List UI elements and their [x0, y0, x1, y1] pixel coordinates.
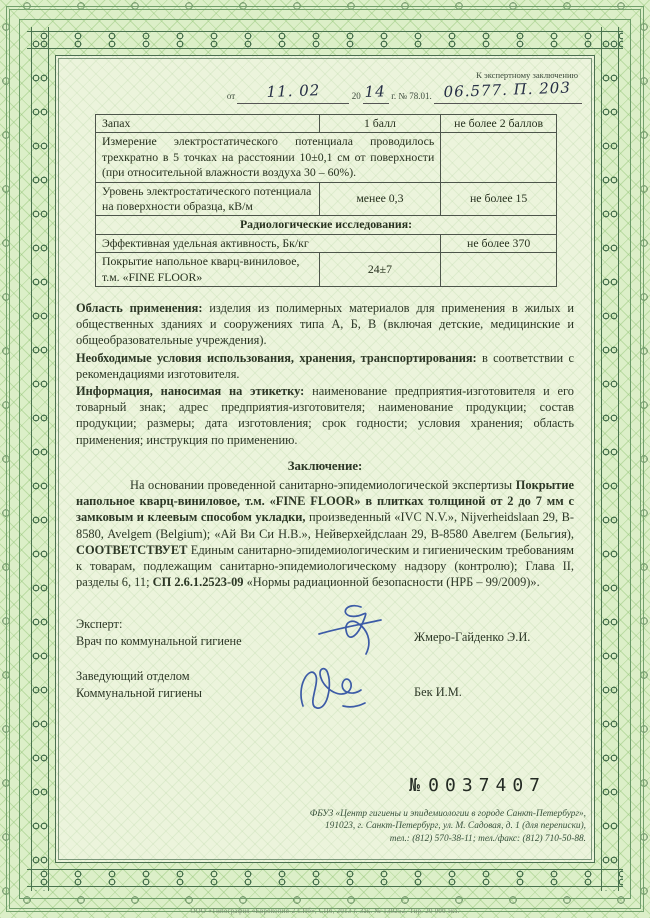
bottom-group [76, 774, 586, 850]
number-sign: № [409, 774, 421, 796]
signature-area [304, 668, 414, 716]
date-middle-label: г. № 78.01. [391, 91, 432, 101]
document-content [58, 58, 592, 860]
result-cell: менее 0,3 [319, 182, 441, 216]
handwritten-year: 14 [364, 82, 387, 102]
table-row-odor [96, 115, 557, 133]
conclusion-text: На основании проведенной санитарно-эпидемиологической экспертизы [130, 477, 516, 492]
measurement-note-cell: Измерение электростатического потенциала проводилось трехкратно в 5 точках на расстоянии 10±0,1 см от поверхности (при относительной влажности воздуха 30 – 60%). [96, 133, 441, 182]
signature-block-expert [76, 616, 574, 662]
product-name-bold: Покрытие напольное кварц-виниловое, т.м. «FINE FLOOR» в плитках толщиной от 2 до 7 мм с замковым и клеевым способом укладки, [76, 477, 574, 525]
conditions-label: Необходимые условия использования, хранения, транспортирования: [76, 350, 477, 365]
norm-cell: не более 15 [441, 182, 557, 216]
norm-cell: не более 2 баллов [441, 115, 557, 133]
norm-cell: не более 370 [441, 234, 557, 252]
reference-note: К экспертному заключению [476, 70, 578, 80]
date-line [226, 78, 582, 104]
issuer-name-line: ФБУЗ «Центр гигиены и эпидемиологии в городе Санкт-Петербург», [309, 808, 586, 819]
issuer-phone-line: тел.: (812) 570-38-11; тел./факс: (812) 710-50-88. [389, 834, 586, 845]
result-cell: 24±7 [319, 253, 441, 287]
parameter-cell: Запах [96, 115, 320, 133]
date-blank-day-month [237, 81, 349, 104]
signer-name: Жмеро-Гайденко Э.И. [414, 630, 531, 645]
issuer-street-line: 191023, г. Санкт-Петербург, ул. М. Садовая, д. 1 (для переписки), [325, 821, 586, 832]
conclusion-paragraph [76, 477, 574, 590]
date-blank-number [434, 78, 582, 104]
date-prefix-label: от [226, 91, 236, 101]
label-info-section [76, 383, 574, 448]
application-section [76, 300, 574, 349]
conditions-section [76, 350, 574, 382]
signer-role [76, 616, 304, 649]
signature-block-department-head [76, 668, 574, 716]
signer-role-line2: Коммунальной гигиены [76, 685, 202, 700]
signature-area [304, 616, 414, 662]
table-row-electrostatic [96, 182, 557, 216]
signature-expert-stroke [311, 600, 407, 662]
handwritten-day-month: 11. 02 [265, 81, 321, 102]
signer-role-line1: Заведующий отделом [76, 669, 190, 684]
parameter-cell: Уровень электростатического потенциала на поверхности образца, кВ/м [96, 182, 320, 216]
empty-cell [441, 133, 557, 182]
handwritten-case-number: 06.577. П. 203 [443, 78, 572, 102]
signer-role-line1: Эксперт: [76, 617, 123, 632]
issuer-address [76, 808, 586, 846]
signer-role-line2: Врач по коммунальной гигиене [76, 633, 242, 648]
signature-head-stroke [291, 660, 387, 716]
label-info-label: Информация, наносимая на этикетку: [76, 384, 305, 399]
parameter-cell: Эффективная удельная активность, Бк/кг [96, 234, 441, 252]
date-blank-year [363, 82, 389, 104]
lab-results-table [95, 114, 557, 287]
standard-ref-bold: СП 2.6.1.2523-09 [152, 575, 244, 590]
result-cell: 1 балл [319, 115, 441, 133]
signer-name: Бек И.М. [414, 685, 462, 700]
radiology-section-header: Радиологические исследования: [96, 216, 557, 234]
document-number [76, 775, 546, 796]
table-row-radiology-header [96, 216, 557, 234]
conditions-text: в соответствии с рекомендациями изготовителя. [76, 350, 574, 381]
number-digits: 0037407 [428, 774, 546, 796]
parameter-cell: Покрытие напольное кварц-виниловое, т.м. «FINE FLOOR» [96, 253, 320, 287]
application-text: изделия из полимерных материалов для применения в жилых и общественных зданиях и сооружениях типа А, Б, В (включая детские, медицинские и общеобразовательные учреждения). [76, 301, 575, 348]
table-row-measurement-note [96, 133, 557, 182]
label-info-text: наименование предприятия-изготовителя и его товарный знак; адрес предприятия-изготовителя; наименование продукции; состав продукции; размеры; дата изготовления; срок годности; условия хранения; область применения; инструкция по применению. [76, 384, 574, 447]
empty-cell [441, 253, 557, 287]
signer-role [76, 668, 304, 701]
date-century-label: 20 [351, 91, 361, 101]
requirements-text: Единым санитарно-эпидемиологическим и гигиеническим требованиям к товарам, подлежащим санитарно-эпидемиологическому надзору (контролю); Глава II, разделы 6, 11; [76, 542, 574, 590]
table-row-activity [96, 234, 557, 252]
application-label: Область применения: [76, 301, 203, 316]
print-shop-credit: ООО «Типография «Еврокопия-2 СПб», СПб, 2013 г. Зак. № 130252. Тир. 20 000 экз. [190, 908, 460, 915]
complies-bold: СООТВЕТСТВУЕТ [76, 542, 188, 557]
conclusion-heading: Заключение: [287, 458, 363, 473]
standard-title-text: «Нормы радиационной безопасности (НРБ – 99/2009)». [243, 575, 540, 590]
table-row-product [96, 253, 557, 287]
manufacturer-text: произведенный «IVC N.V.», Nijverheidslaan 29, B-8580, Avelgem (Belgium); «Ай Ви Си Н.В.», Нейверхейдслаан 29, В-8580 Авелгем (Бельгия), [76, 510, 574, 541]
